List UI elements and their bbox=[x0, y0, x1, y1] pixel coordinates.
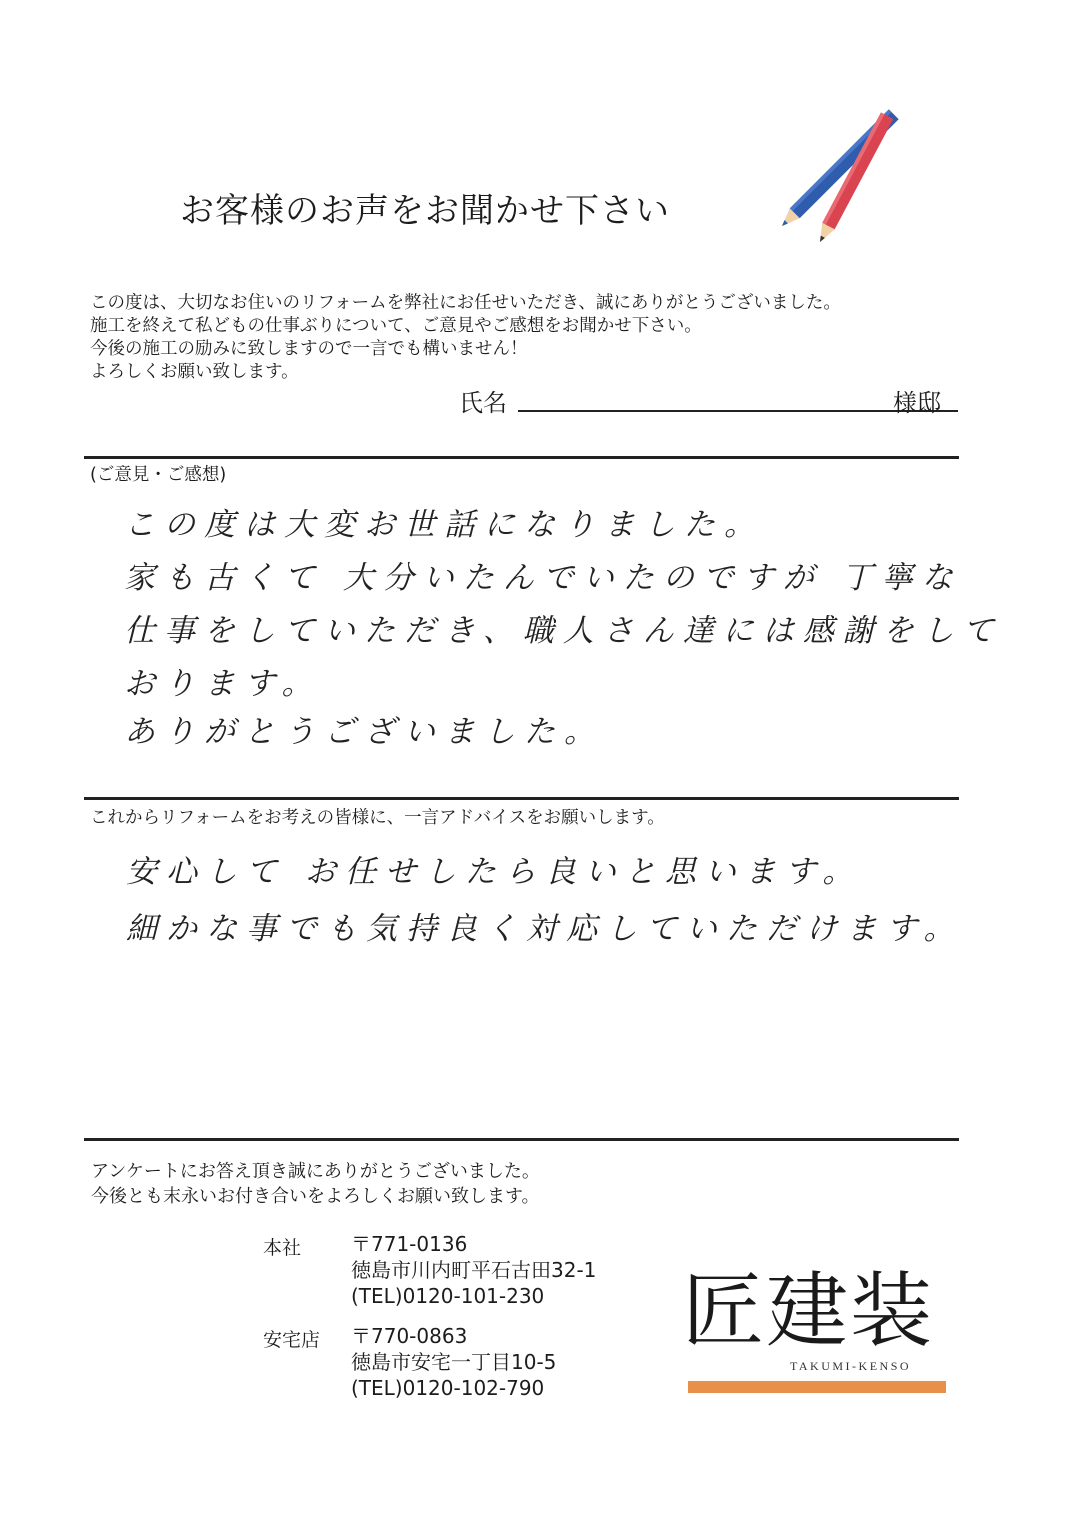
divider bbox=[84, 797, 959, 800]
logo-accent-bar bbox=[688, 1381, 946, 1393]
handwritten-line: おります。 bbox=[124, 666, 322, 702]
office-postal: 〒771-0136 bbox=[351, 1232, 468, 1256]
office-address-block bbox=[351, 1323, 556, 1401]
footer-thanks-line: 今後とも末永いお付き合いをよろしくお願い致します。 bbox=[91, 1186, 540, 1207]
company-logo-subtitle: TAKUMI-KENSO bbox=[790, 1359, 912, 1373]
handwritten-line: 細かな事でも気持良く対応していただけます。 bbox=[126, 911, 964, 947]
intro-line: 施工を終えて私どもの仕事ぶりについて、ご意見やご感想をお聞かせ下さい。 bbox=[90, 316, 702, 336]
handwritten-line: 安心して お任せしたら良いと思います。 bbox=[126, 854, 863, 890]
page-title: お客様のお声をお聞かせ下さい bbox=[180, 191, 670, 231]
handwritten-line: 家も古くて 大分いたんでいたのですが 丁寧な bbox=[124, 560, 962, 596]
intro-line: 今後の施工の励みに致しますので一言でも構いません！ bbox=[90, 339, 528, 359]
office-postal: 〒770-0863 bbox=[351, 1324, 468, 1348]
advice-label: これからリフォームをお考えの皆様に、一言アドバイスをお願いします。 bbox=[90, 808, 665, 828]
handwritten-line: 仕事をしていただき、職人さん達には感謝をして bbox=[124, 613, 1003, 649]
opinion-label: (ご意見・ご感想) bbox=[90, 465, 227, 485]
office-tel: (TEL)0120-101-230 bbox=[351, 1284, 545, 1308]
footer-thanks-line: アンケートにお答え頂き誠にありがとうございました。 bbox=[91, 1161, 540, 1182]
company-logo: 匠建装 bbox=[682, 1264, 935, 1359]
intro-line: よろしくお願い致します。 bbox=[90, 362, 299, 382]
divider bbox=[84, 456, 959, 459]
name-field-line bbox=[518, 410, 958, 412]
footer-thanks bbox=[91, 1159, 540, 1209]
pencils-icon bbox=[770, 108, 910, 252]
office-address: 徳島市川内町平石古田32-1 bbox=[351, 1258, 597, 1282]
intro-line: この度は、大切なお住いのリフォームを弊社にお任せいただき、誠にありがとうございました。 bbox=[90, 293, 841, 313]
handwritten-line: ありがとうございました。 bbox=[124, 714, 604, 750]
office-tel: (TEL)0120-102-790 bbox=[351, 1376, 545, 1400]
office-address: 徳島市安宅一丁目10-5 bbox=[351, 1350, 557, 1374]
office-address-block bbox=[351, 1231, 596, 1309]
office-name: 安宅店 bbox=[263, 1329, 321, 1351]
name-suffix: 様邸 bbox=[893, 389, 941, 417]
divider bbox=[84, 1138, 959, 1141]
intro-text bbox=[90, 292, 841, 384]
name-label: 氏名 bbox=[459, 389, 507, 417]
handwritten-line: この度は大変お世話になりました。 bbox=[124, 507, 764, 543]
office-name: 本社 bbox=[263, 1237, 302, 1259]
